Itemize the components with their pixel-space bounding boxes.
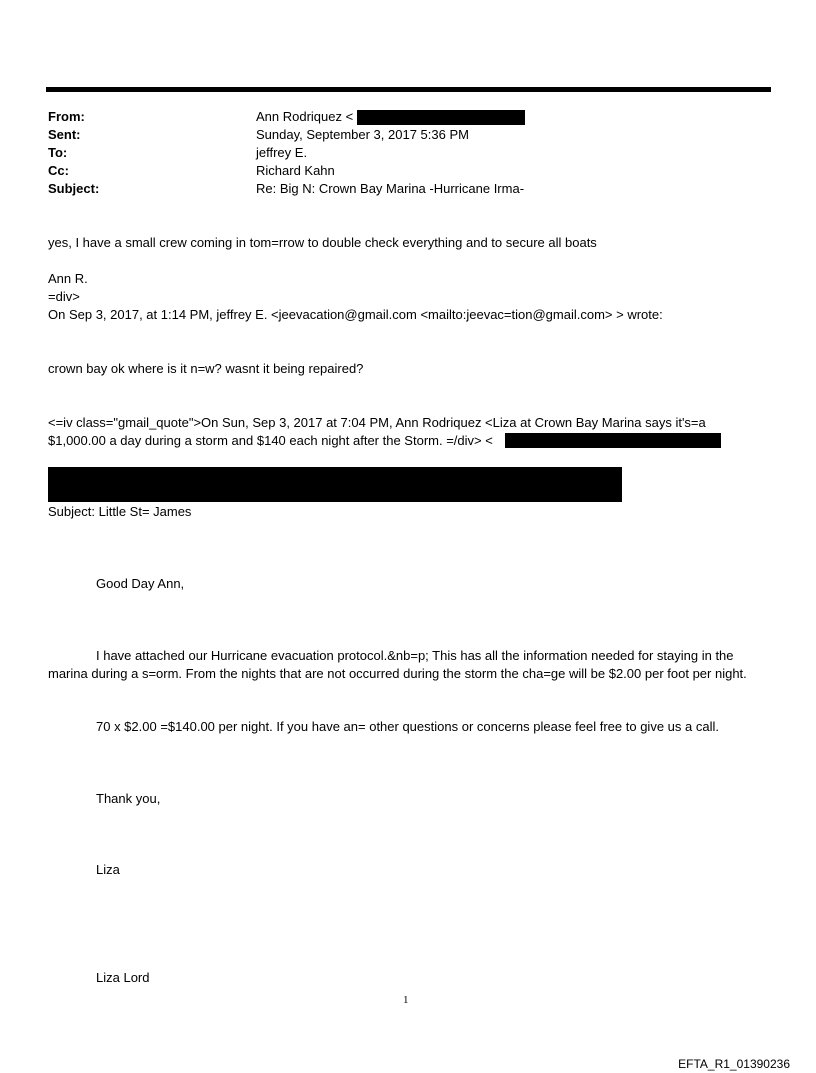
div-tag-text: =div>	[48, 289, 80, 304]
redaction-block	[357, 110, 525, 125]
sent-value: Sunday, September 3, 2017 5:36 PM	[256, 127, 469, 142]
redaction-block	[48, 467, 622, 502]
signature-initial: Ann R.	[48, 271, 88, 286]
cc-label: Cc:	[48, 163, 69, 178]
subject-label: Subject:	[48, 181, 100, 196]
signature-full-name: Liza Lord	[96, 970, 150, 985]
closing: Thank you,	[96, 791, 161, 806]
sent-label: Sent:	[48, 127, 81, 142]
body-paragraph: 70 x $2.00 =$140.00 per night. If you have an= other questions or concerns please feel free to give us a call.	[96, 719, 719, 734]
from-value: Ann Rodriquez <	[256, 109, 354, 124]
page-number: 1	[403, 994, 409, 1006]
from-label: From:	[48, 109, 85, 124]
quoted-line: $1,000.00 a day during a storm and $140 each night after the Storm. =/div> <	[48, 433, 493, 448]
quoted-header: <=iv class="gmail_quote">On Sun, Sep 3, 2017 at 7:04 PM, Ann Rodriquez <Liza at Crown Bay Marina says it's=a	[48, 415, 706, 430]
quoted-subject: Subject: Little St= James	[48, 504, 192, 519]
to-value: jeffrey E.	[256, 145, 308, 160]
to-label: To:	[48, 145, 68, 160]
body-line: crown bay ok where is it n=w? wasnt it being repaired?	[48, 361, 364, 376]
quoted-header: On Sep 3, 2017, at 1:14 PM, jeffrey E. <jeevacation@gmail.com <mailto:jeevac=tion@gmail.com> > wrote:	[48, 307, 663, 322]
greeting: Good Day Ann,	[96, 576, 185, 591]
subject-value: Re: Big N: Crown Bay Marina -Hurricane Irma-	[256, 181, 525, 196]
header-rule	[46, 87, 771, 92]
body-line: yes, I have a small crew coming in tom=rrow to double check everything and to secure all boats	[48, 235, 597, 250]
cc-value: Richard Kahn	[256, 163, 335, 178]
signature-name: Liza	[96, 862, 120, 877]
body-paragraph: I have attached our Hurricane evacuation protocol.&nb=p; This has all the information needed for staying in the marina during a s=orm. From the nights that are not occurred during the storm the cha=ge will be $2.00 per foot per night.	[48, 648, 747, 681]
redaction-block	[505, 433, 721, 448]
document-id: EFTA_R1_01390236	[678, 1057, 790, 1071]
